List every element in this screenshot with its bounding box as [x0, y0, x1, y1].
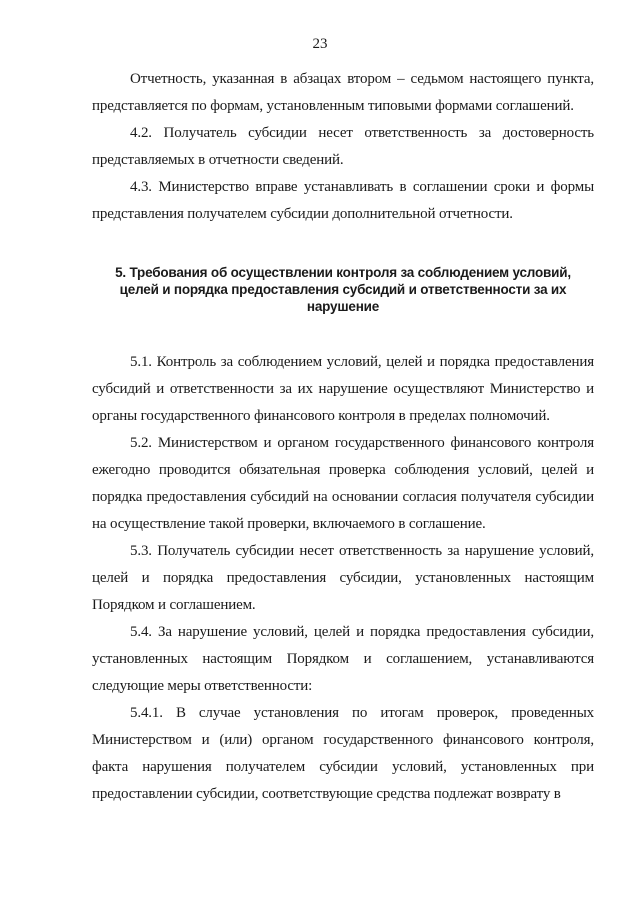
paragraph-5-1: 5.1. Контроль за соблюдением условий, целей и порядка предоставления субсидий и ответственности за их нарушение осуществляют Министерство и органы государственного финансового контроля в пределах полномочий. [92, 354, 594, 424]
document-body [92, 66, 594, 808]
paragraph-5-2: 5.2. Министерством и органом государственного финансового контроля ежегодно проводится обязательная проверка соблюдения условий, целей и порядка предоставления субсидий на основании согласия получателя субсидии на осуществление такой проверки, включаемого в соглашение. [92, 435, 594, 532]
paragraph-4-2: 4.2. Получатель субсидии несет ответственность за достоверность представляемых в отчетности сведений. [92, 125, 594, 168]
section-5-heading: 5. Требования об осуществлении контроля за соблюдением условий, целей и порядка предоставления субсидий и ответственности за их нарушение [115, 265, 571, 314]
paragraph-5-3: 5.3. Получатель субсидии несет ответственность за нарушение условий, целей и порядка предоставления субсидии, установленных настоящим Порядком и соглашением. [92, 543, 594, 613]
page-number: 23 [312, 36, 328, 52]
paragraph-4-3: 4.3. Министерство вправе устанавливать в соглашении сроки и формы представления получателем субсидии дополнительной отчетности. [92, 179, 594, 222]
paragraph-5-4-1: 5.4.1. В случае установления по итогам проверок, проведенных Министерством и (или) органом государственного финансового контроля, факта нарушения получателем субсидии условий, установленных при предоставлении субсидии, соответствующие средства подлежат возврату в [92, 705, 594, 802]
paragraph-5-4: 5.4. За нарушение условий, целей и порядка предоставления субсидии, установленных настоящим Порядком и соглашением, устанавливаются следующие меры ответственности: [92, 624, 594, 694]
paragraph-reporting-forms: Отчетность, указанная в абзацах втором – седьмом настоящего пункта, представляется по формам, установленным типовыми формами соглашений. [92, 71, 594, 114]
